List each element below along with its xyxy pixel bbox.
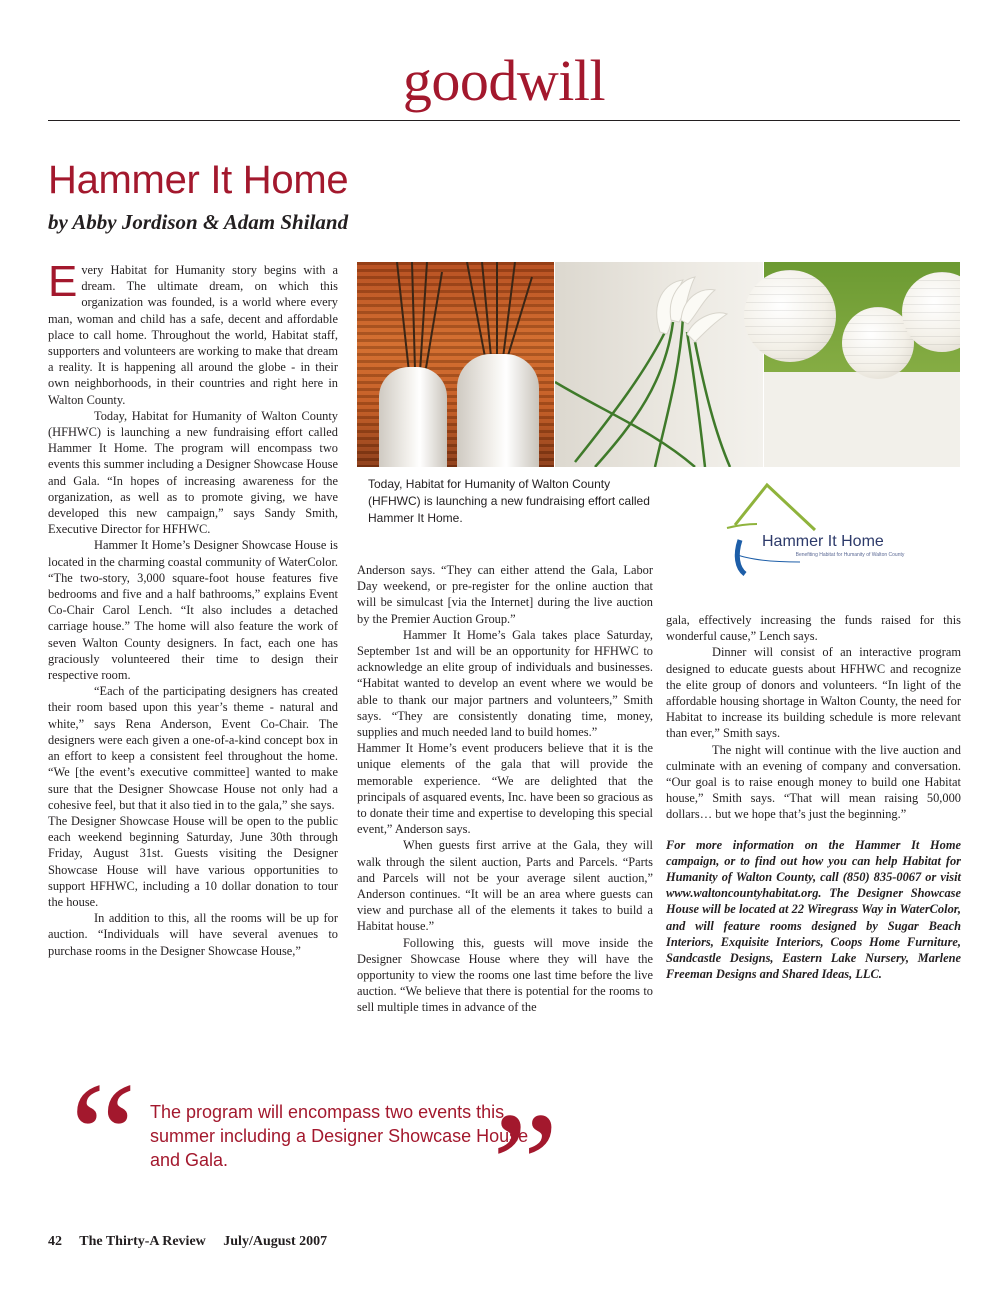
- photo-caption: Today, Habitat for Humanity of Walton County (HFHWC) is launching a new fundraising effort called Hammer It Home.: [368, 477, 650, 525]
- interior-photo-collage: [357, 262, 960, 467]
- paragraph: Anderson says. “They can either attend the Gala, Labor Day weekend, or pre-register for the online auction that will be simulcast [via the Internet] during the live auction by the Premier Auction Group.”: [357, 563, 653, 626]
- paragraph: When guests first arrive at the Gala, they will walk through the silent auction, Parts and Parcels. “Parts and Parcels will not be your average silent auction,” Anderson continues. “It will be an area where guests can view and purchase all of the elements it takes to build a Habitat house.”: [357, 838, 653, 934]
- info-note: For more information on the Hammer It Home campaign, or to find out how you can help Habitat for Humanity of Walton County, call (850) 835-0067 or visit www.waltoncountyhabitat.org. The Designer Showcase House will be located at 22 Wiregrass Way in WaterColor, and will feature rooms designed by Sugar Beach Interiors, Exquisite Interiors, Coops Home Furniture, Sandcastle Designs, Eastern Lake Nursery, Marlene Freeman Designs and Shared Ideas, LLC.: [666, 837, 961, 982]
- section-heading: goodwill: [402, 48, 606, 113]
- pull-quote: The program will encompass two events this summer including a Designer Showcase House and Gala.: [150, 1102, 529, 1170]
- paragraph: Hammer It Home’s Designer Showcase House is located in the charming coastal community of WaterColor. “The two-story, 3,000 square-foot house features five bedrooms and five and a half bathrooms,” explains Event Co-Chair Carol Lench. “It also includes a detached carriage house.” The home will also feature the work of seven Walton County designers. In fact, each one has graciously volunteered their time to design their respective room.: [48, 538, 338, 683]
- calla-lily-photo: [555, 262, 763, 467]
- paragraph: Dinner will consist of an interactive program designed to educate guests about HFHWC and recognize the elite group of donors and volunteers. “In light of the affordable housing shortage in Walton County, the need for Habitat to increase its building schedule is more relevant than ever,” Smith says.: [666, 645, 961, 741]
- hammer-it-home-logo: [705, 470, 915, 590]
- article-column-2: [357, 562, 653, 1016]
- paragraph: In addition to this, all the rooms will be up for auction. “Individuals will have several avenues to purchase rooms in the Designer Showcase House,”: [48, 911, 338, 958]
- article-column-3: [666, 612, 961, 982]
- heading-rule: [48, 120, 960, 121]
- paragraph: Today, Habitat for Humanity of Walton County (HFHWC) is launching a new fundraising effort called Hammer It Home. The program will encompass two events this summer including a Designer Showcase House and Gala. “In hopes of increasing awareness for the organization, as well as to promote giving, we have developed this new campaign,” says Sandy Smith, Executive Director for HFHWC.: [48, 408, 338, 537]
- page-footer: [48, 1234, 341, 1250]
- paragraph: The night will continue with the live auction and culminate with an evening of company and conversation. “Our goal is to raise enough money to build one Habitat house,” Smith says. “That will mean raising 50,000 dollars… but we hope that’s just the beginning.”: [666, 742, 961, 822]
- drop-cap: E: [48, 257, 78, 306]
- calla-lily-icon: [555, 262, 763, 467]
- paragraph: Every Habitat for Humanity story begins with a dream. The ultimate dream, on which this organization was founded, is a world where every man, woman and child has a safe, decent and affordable place to call home. Throughout the world, Habitat staff, supporters and volunteers are working to make that dream a reality. It is happening all around the globe - in their own neighborhoods, in their countries and right here in Walton County.: [48, 257, 338, 407]
- paper-lanterns-photo: [764, 262, 960, 467]
- paragraph: Following this, guests will move inside the Designer Showcase House where they will have the opportunity to view the rooms one last time before the live auction. “We believe that there is potential for the rooms to sell multiple times in advance of the: [357, 935, 653, 1015]
- paragraph: gala, effectively increasing the funds raised for this wonderful cause,” Lench says.: [666, 613, 961, 644]
- orange-wall-photo: [357, 262, 554, 467]
- publication-name: The Thirty-A Review: [79, 1234, 206, 1249]
- close-quote-icon: ”: [492, 1082, 559, 1248]
- logo-tagline: Benefiting Habitat for Humanity of Walton County: [795, 552, 905, 558]
- paragraph: “Each of the participating designers has created their room based upon this year’s theme - natural and white,” says Rena Anderson, Event Co-Chair. The designers were each given a one-of-a-kind concept box in an effort to keep a consistent feel throughout the home. “We [the event’s executive committee] wanted to make sure that the Designer Showcase House not only had a cohesive feel, but that it also tied in to the gala,” she says.: [48, 684, 338, 812]
- issue-date: July/August 2007: [223, 1234, 328, 1249]
- paragraph: The Designer Showcase House will be open to the public each weekend beginning Saturday, June 30th through Friday, August 31st. Guests visiting the Designer Showcase House will have various opportunities to support HFHWC, including a 10 dollar donation to tour the house.: [48, 813, 338, 909]
- page-number: 42: [48, 1234, 62, 1249]
- lantern-icon: [744, 270, 836, 362]
- article-byline: by Abby Jordison & Adam Shiland: [48, 210, 349, 234]
- logo-title: Hammer It Home: [762, 533, 884, 550]
- paragraph: Hammer It Home’s Gala takes place Saturday, September 1st and will be an opportunity for HFHWC to acknowledge an elite group of individuals and businesses. “Habitat wanted to develop an event where we would be able to thank our major partners and volunteers,” Smith says. “They are consistently donating time, money, supplies and much needed land to build homes.”: [357, 627, 653, 740]
- open-quote-icon: “: [70, 1052, 137, 1218]
- paragraph: Hammer It Home’s event producers believe that it is the unique elements of the gala that will provide the memorable experience. “We are delighted that the principals of asquared events, Inc. have been so gracious as to donate their time and expertise to developing this special event,” Anderson says.: [357, 741, 653, 837]
- article-title: Hammer It Home: [48, 158, 349, 202]
- article-column-1: [48, 257, 338, 959]
